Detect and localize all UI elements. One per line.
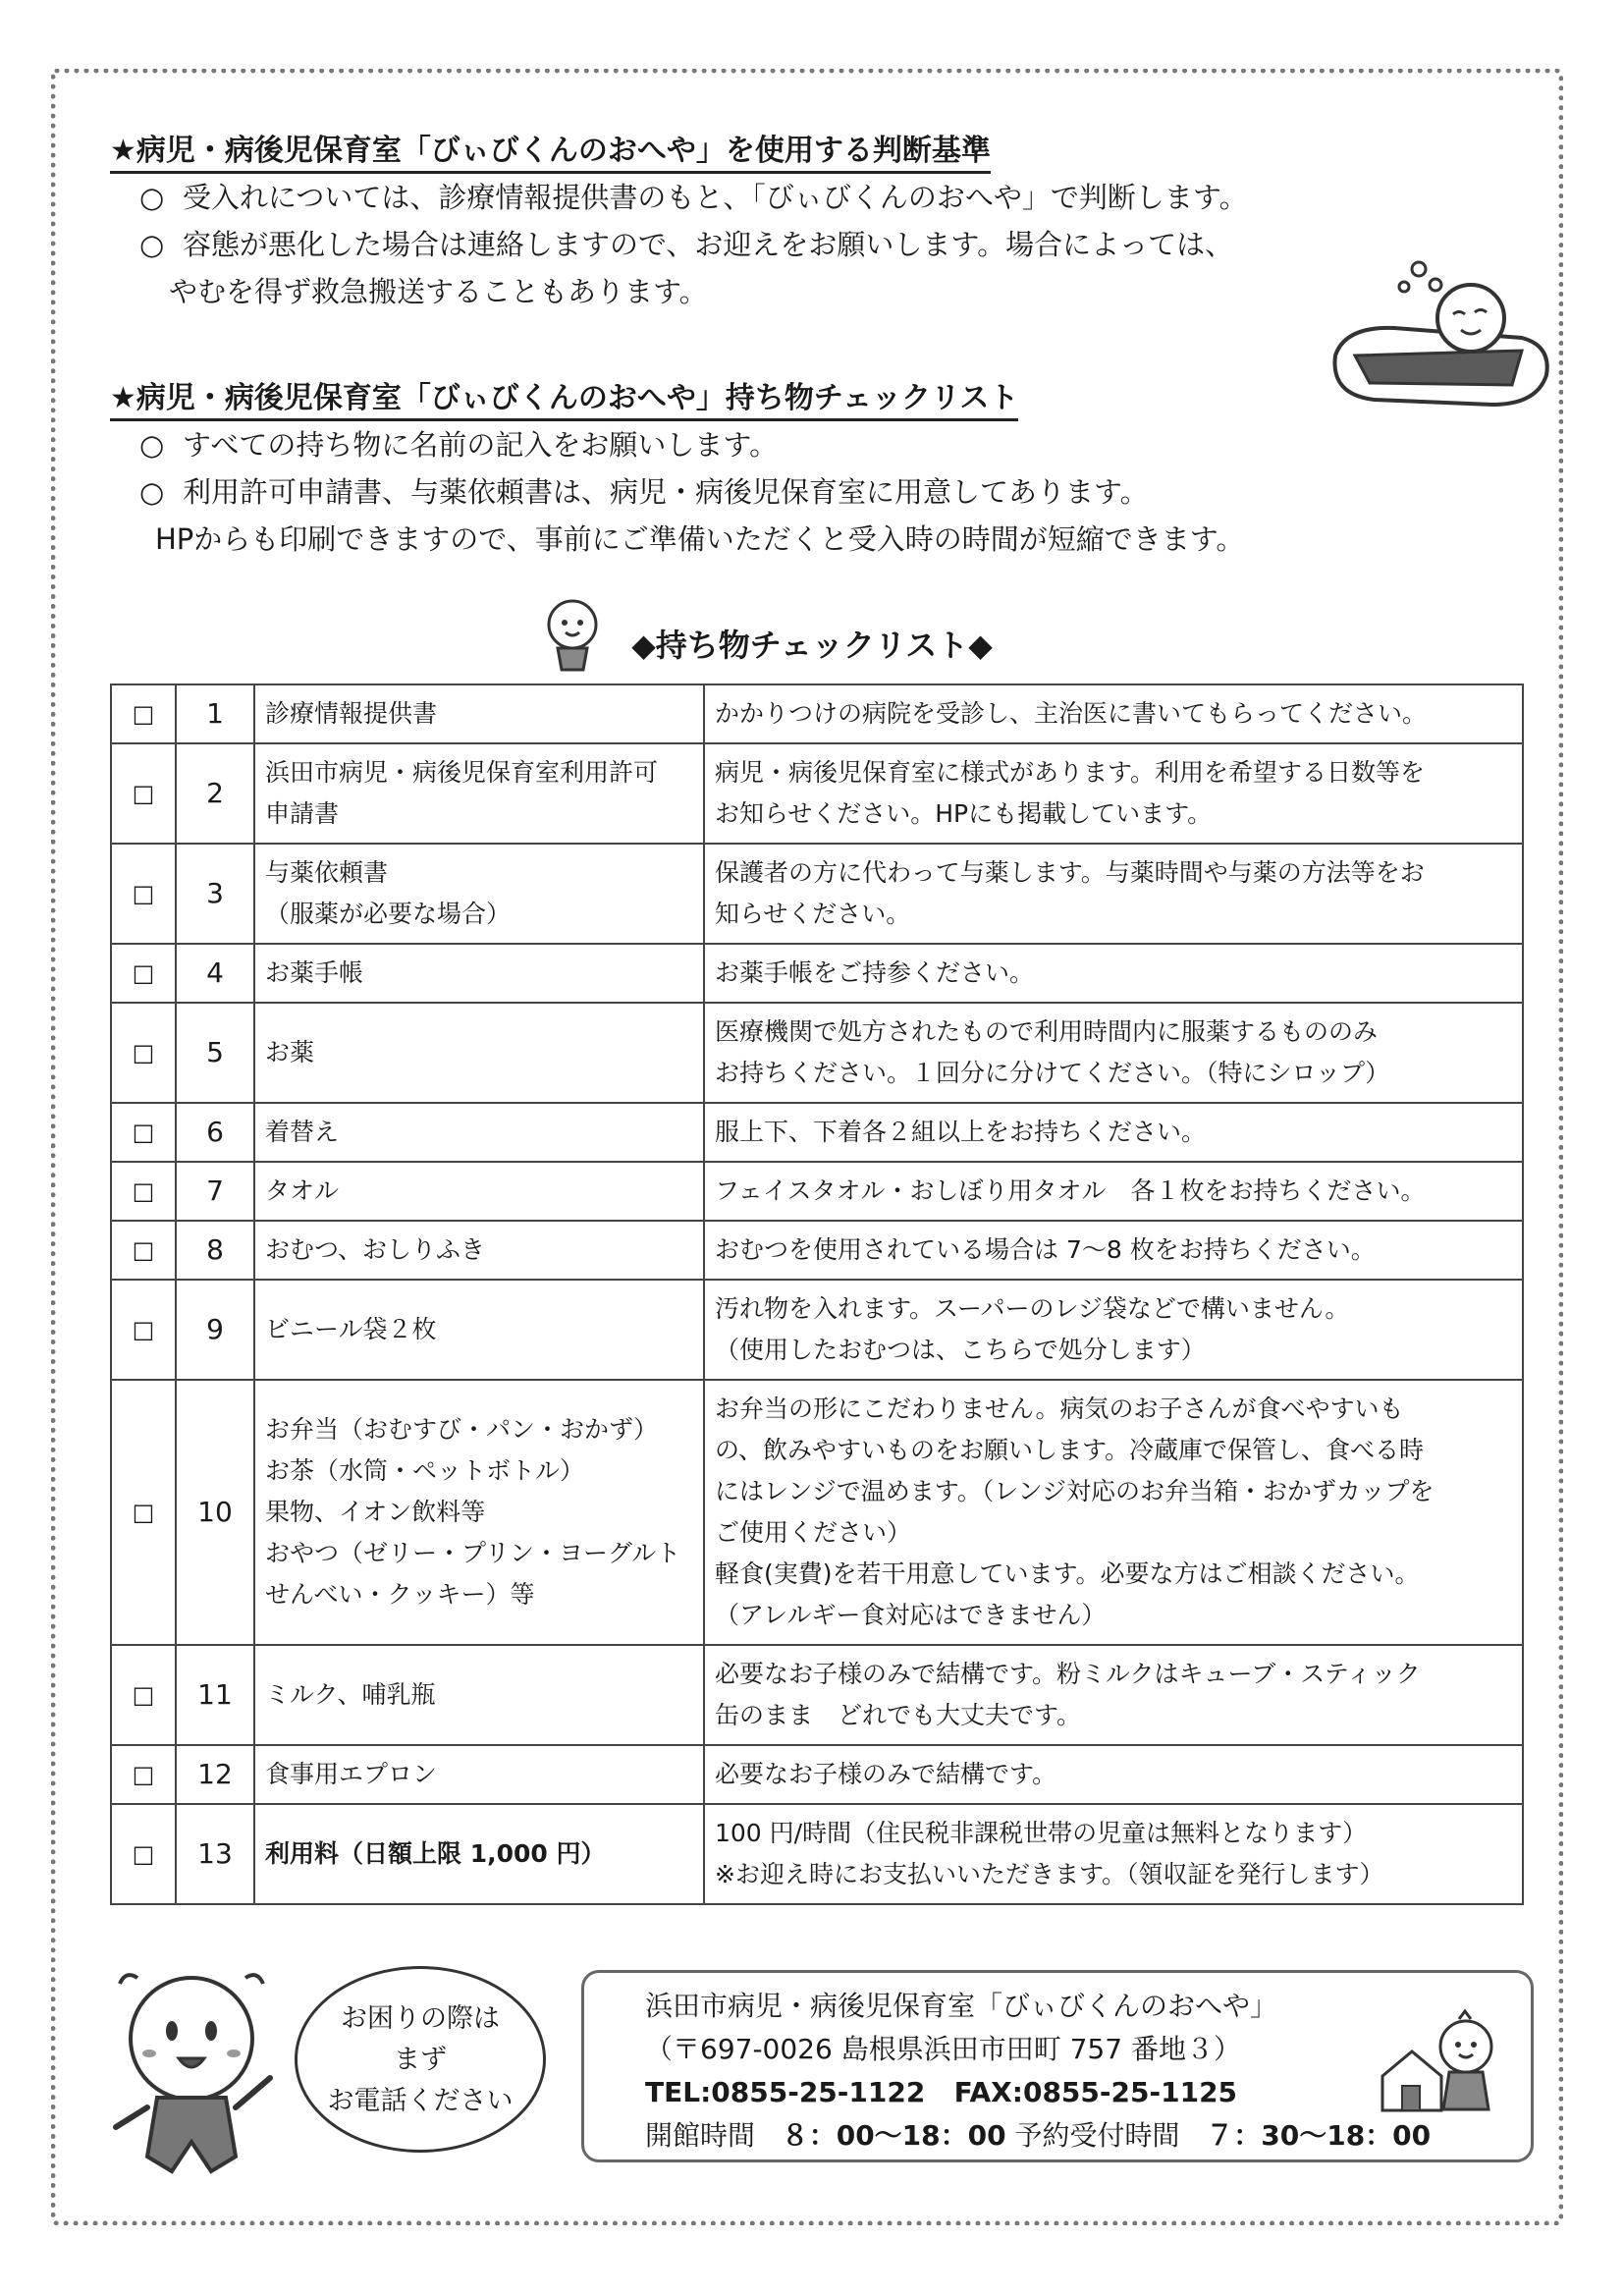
checklist-row [111, 1003, 1523, 1103]
checklist-item: ビニール袋２枚 [254, 1280, 704, 1380]
checklist-row [111, 684, 1523, 743]
checklist-intro-bullet-2: ○ 利用許可申請書、与薬依頼書は、病児・病後児保育室に用意してあります。 [139, 475, 1149, 509]
checklist-intro-section [110, 373, 1504, 563]
checklist-description: 病児・病後児保育室に様式があります。利用を希望する日数等を お知らせください。HPにも掲載しています。 [704, 743, 1523, 844]
checklist-description: 医療機関で処方されたもので利用時間内に服薬するもののみ お持ちください。１回分に分けてください。（特にシロップ） [704, 1003, 1523, 1103]
checklist-number: 8 [176, 1221, 254, 1280]
checklist-checkbox[interactable]: □ [111, 1804, 176, 1904]
checklist-description: おむつを使用されている場合は 7～8 枚をお持ちください。 [704, 1221, 1523, 1280]
checklist-number: 6 [176, 1103, 254, 1162]
hours-label: 開館時間 [645, 2119, 756, 2152]
checklist-number: 9 [176, 1280, 254, 1380]
checklist-checkbox[interactable]: □ [111, 844, 176, 944]
bubble-line-2: まず [394, 2045, 447, 2075]
checklist-intro-bullet-1: ○ すべての持ち物に名前の記入をお願いします。 [139, 428, 779, 462]
checklist-row [111, 1280, 1523, 1380]
checklist-row [111, 1162, 1523, 1221]
checklist-row [111, 944, 1523, 1003]
checklist-description: 100 円/時間（住民税非課税世帯の児童は無料となります） ※お迎え時にお支払いいただきます。（領収証を発行します） [704, 1804, 1523, 1904]
checklist-row [111, 1804, 1523, 1904]
checklist-checkbox[interactable]: □ [111, 1162, 176, 1221]
checklist-item: 利用料（日額上限 1,000 円） [254, 1804, 704, 1904]
checklist-item: ミルク、哺乳瓶 [254, 1645, 704, 1745]
checklist-intro-title: ★病児・病後児保育室「びぃびくんのおへや」持ち物チェックリスト [110, 373, 1018, 421]
checklist-item: お薬 [254, 1003, 704, 1103]
checklist-item: タオル [254, 1162, 704, 1221]
checklist-number: 1 [176, 684, 254, 743]
checklist-checkbox[interactable]: □ [111, 1003, 176, 1103]
checklist-description: お薬手帳をご持参ください。 [704, 944, 1523, 1003]
checklist-description: 必要なお子様のみで結構です。 [704, 1745, 1523, 1804]
checklist-checkbox[interactable]: □ [111, 1280, 176, 1380]
speech-bubble [295, 1966, 546, 2153]
checklist-row [111, 1103, 1523, 1162]
checklist-table [110, 683, 1524, 1905]
criteria-bullet-2: ○ 容態が悪化した場合は連絡しますので、お迎えをお願いします。場合によっては、 [139, 228, 1234, 261]
criteria-continuation: やむを得ず救急搬送することもあります。 [169, 275, 708, 308]
criteria-title: ★病児・病後児保育室「びぃびくんのおへや」を使用する判断基準 [110, 126, 991, 174]
checklist-number: 7 [176, 1162, 254, 1221]
mascot-house-illustration [1373, 2007, 1510, 2115]
checklist-number: 4 [176, 944, 254, 1003]
checklist-row [111, 1645, 1523, 1745]
checklist-description: 服上下、下着各２組以上をお持ちください。 [704, 1103, 1523, 1162]
checklist-row [111, 1745, 1523, 1804]
checklist-row [111, 1380, 1523, 1645]
checklist-item: おむつ、おしりふき [254, 1221, 704, 1280]
bubble-line-1: お困りの際は [341, 2003, 500, 2034]
checklist-checkbox[interactable]: □ [111, 684, 176, 743]
checklist-description: 必要なお子様のみで結構です。粉ミルクはキューブ・スティック 缶のまま どれでも大丈夫です。 [704, 1645, 1523, 1745]
checklist-number: 2 [176, 743, 254, 844]
criteria-section [110, 126, 1504, 315]
checklist-item: 与薬依頼書 （服薬が必要な場合） [254, 844, 704, 944]
checklist-checkbox[interactable]: □ [111, 1221, 176, 1280]
checklist-checkbox[interactable]: □ [111, 1380, 176, 1645]
checklist-row [111, 743, 1523, 844]
checklist-row [111, 844, 1523, 944]
checklist-item: 食事用エプロン [254, 1745, 704, 1804]
criteria-bullet-1: ○ 受入れについては、診療情報提供書のもと、「びぃびくんのおへや」で判断します。 [139, 181, 1248, 214]
checklist-item: 診療情報提供書 [254, 684, 704, 743]
phone-number[interactable]: TEL:0855-25-1122 [645, 2076, 926, 2108]
checklist-item: 浜田市病児・病後児保育室利用許可 申請書 [254, 743, 704, 844]
checklist-checkbox[interactable]: □ [111, 1745, 176, 1804]
checklist-description: お弁当の形にこだわりません。病気のお子さんが食べやすいも の、飲みやすいものをお願いします。冷蔵庫で保管し、食べる時 にはレンジで温めます。（レンジ対応のお弁当箱・おかずカップを ご使用ください） 軽食(実費)を若干用意しています。必要な方はご相談ください。 （アレルギー食対応はできません） [704, 1380, 1523, 1645]
facility-name: 浜田市病児・病後児保育室「びぃびくんのおへや」 [645, 1990, 1278, 2022]
reserve-value: ７：30～18：00 [1206, 2119, 1432, 2152]
checklist-intro-continuation: HPからも印刷できますので、事前にご準備いただくと受入時の時間が短縮できます。 [155, 522, 1245, 556]
checklist-description: 保護者の方に代わって与薬します。与薬時間や与薬の方法等をお 知らせください。 [704, 844, 1523, 944]
checklist-number: 5 [176, 1003, 254, 1103]
checklist-number: 12 [176, 1745, 254, 1804]
checklist-description: かかりつけの病院を受診し、主治医に書いてもらってください。 [704, 684, 1523, 743]
checklist-item: お薬手帳 [254, 944, 704, 1003]
checklist-title: ◆持ち物チェックリスト◆ [631, 627, 993, 664]
facility-address: （〒697-0026 島根県浜田市田町 757 番地３） [645, 2033, 1241, 2065]
checklist-number: 11 [176, 1645, 254, 1745]
hours-value: ８：00～18：00 [781, 2119, 1006, 2152]
checklist-description: 汚れ物を入れます。スーパーのレジ袋などで構いません。 （使用したおむつは、こちらで処分します） [704, 1280, 1523, 1380]
fax-number: FAX:0855-25-1125 [953, 2076, 1238, 2108]
checklist-item: 着替え [254, 1103, 704, 1162]
checklist-checkbox[interactable]: □ [111, 1103, 176, 1162]
checklist-number: 10 [176, 1380, 254, 1645]
checklist-number: 13 [176, 1804, 254, 1904]
bubble-line-3: お電話ください [327, 2086, 514, 2116]
checklist-checkbox[interactable]: □ [111, 1645, 176, 1745]
checklist-item: お弁当（おむすび・パン・おかず） お茶（水筒・ペットボトル） 果物、イオン飲料等 おやつ（ゼリー・プリン・ヨーグルト せんべい・クッキー）等 [254, 1380, 704, 1645]
checklist-checkbox[interactable]: □ [111, 944, 176, 1003]
checklist-number: 3 [176, 844, 254, 944]
reserve-label: 予約受付時間 [1014, 2119, 1180, 2152]
checklist-row [111, 1221, 1523, 1280]
hours-line [645, 2114, 1531, 2158]
mascot-waving-illustration [98, 1960, 285, 2186]
checklist-description: フェイスタオル・おしぼり用タオル 各１枚をお持ちください。 [704, 1162, 1523, 1221]
checklist-checkbox[interactable]: □ [111, 743, 176, 844]
